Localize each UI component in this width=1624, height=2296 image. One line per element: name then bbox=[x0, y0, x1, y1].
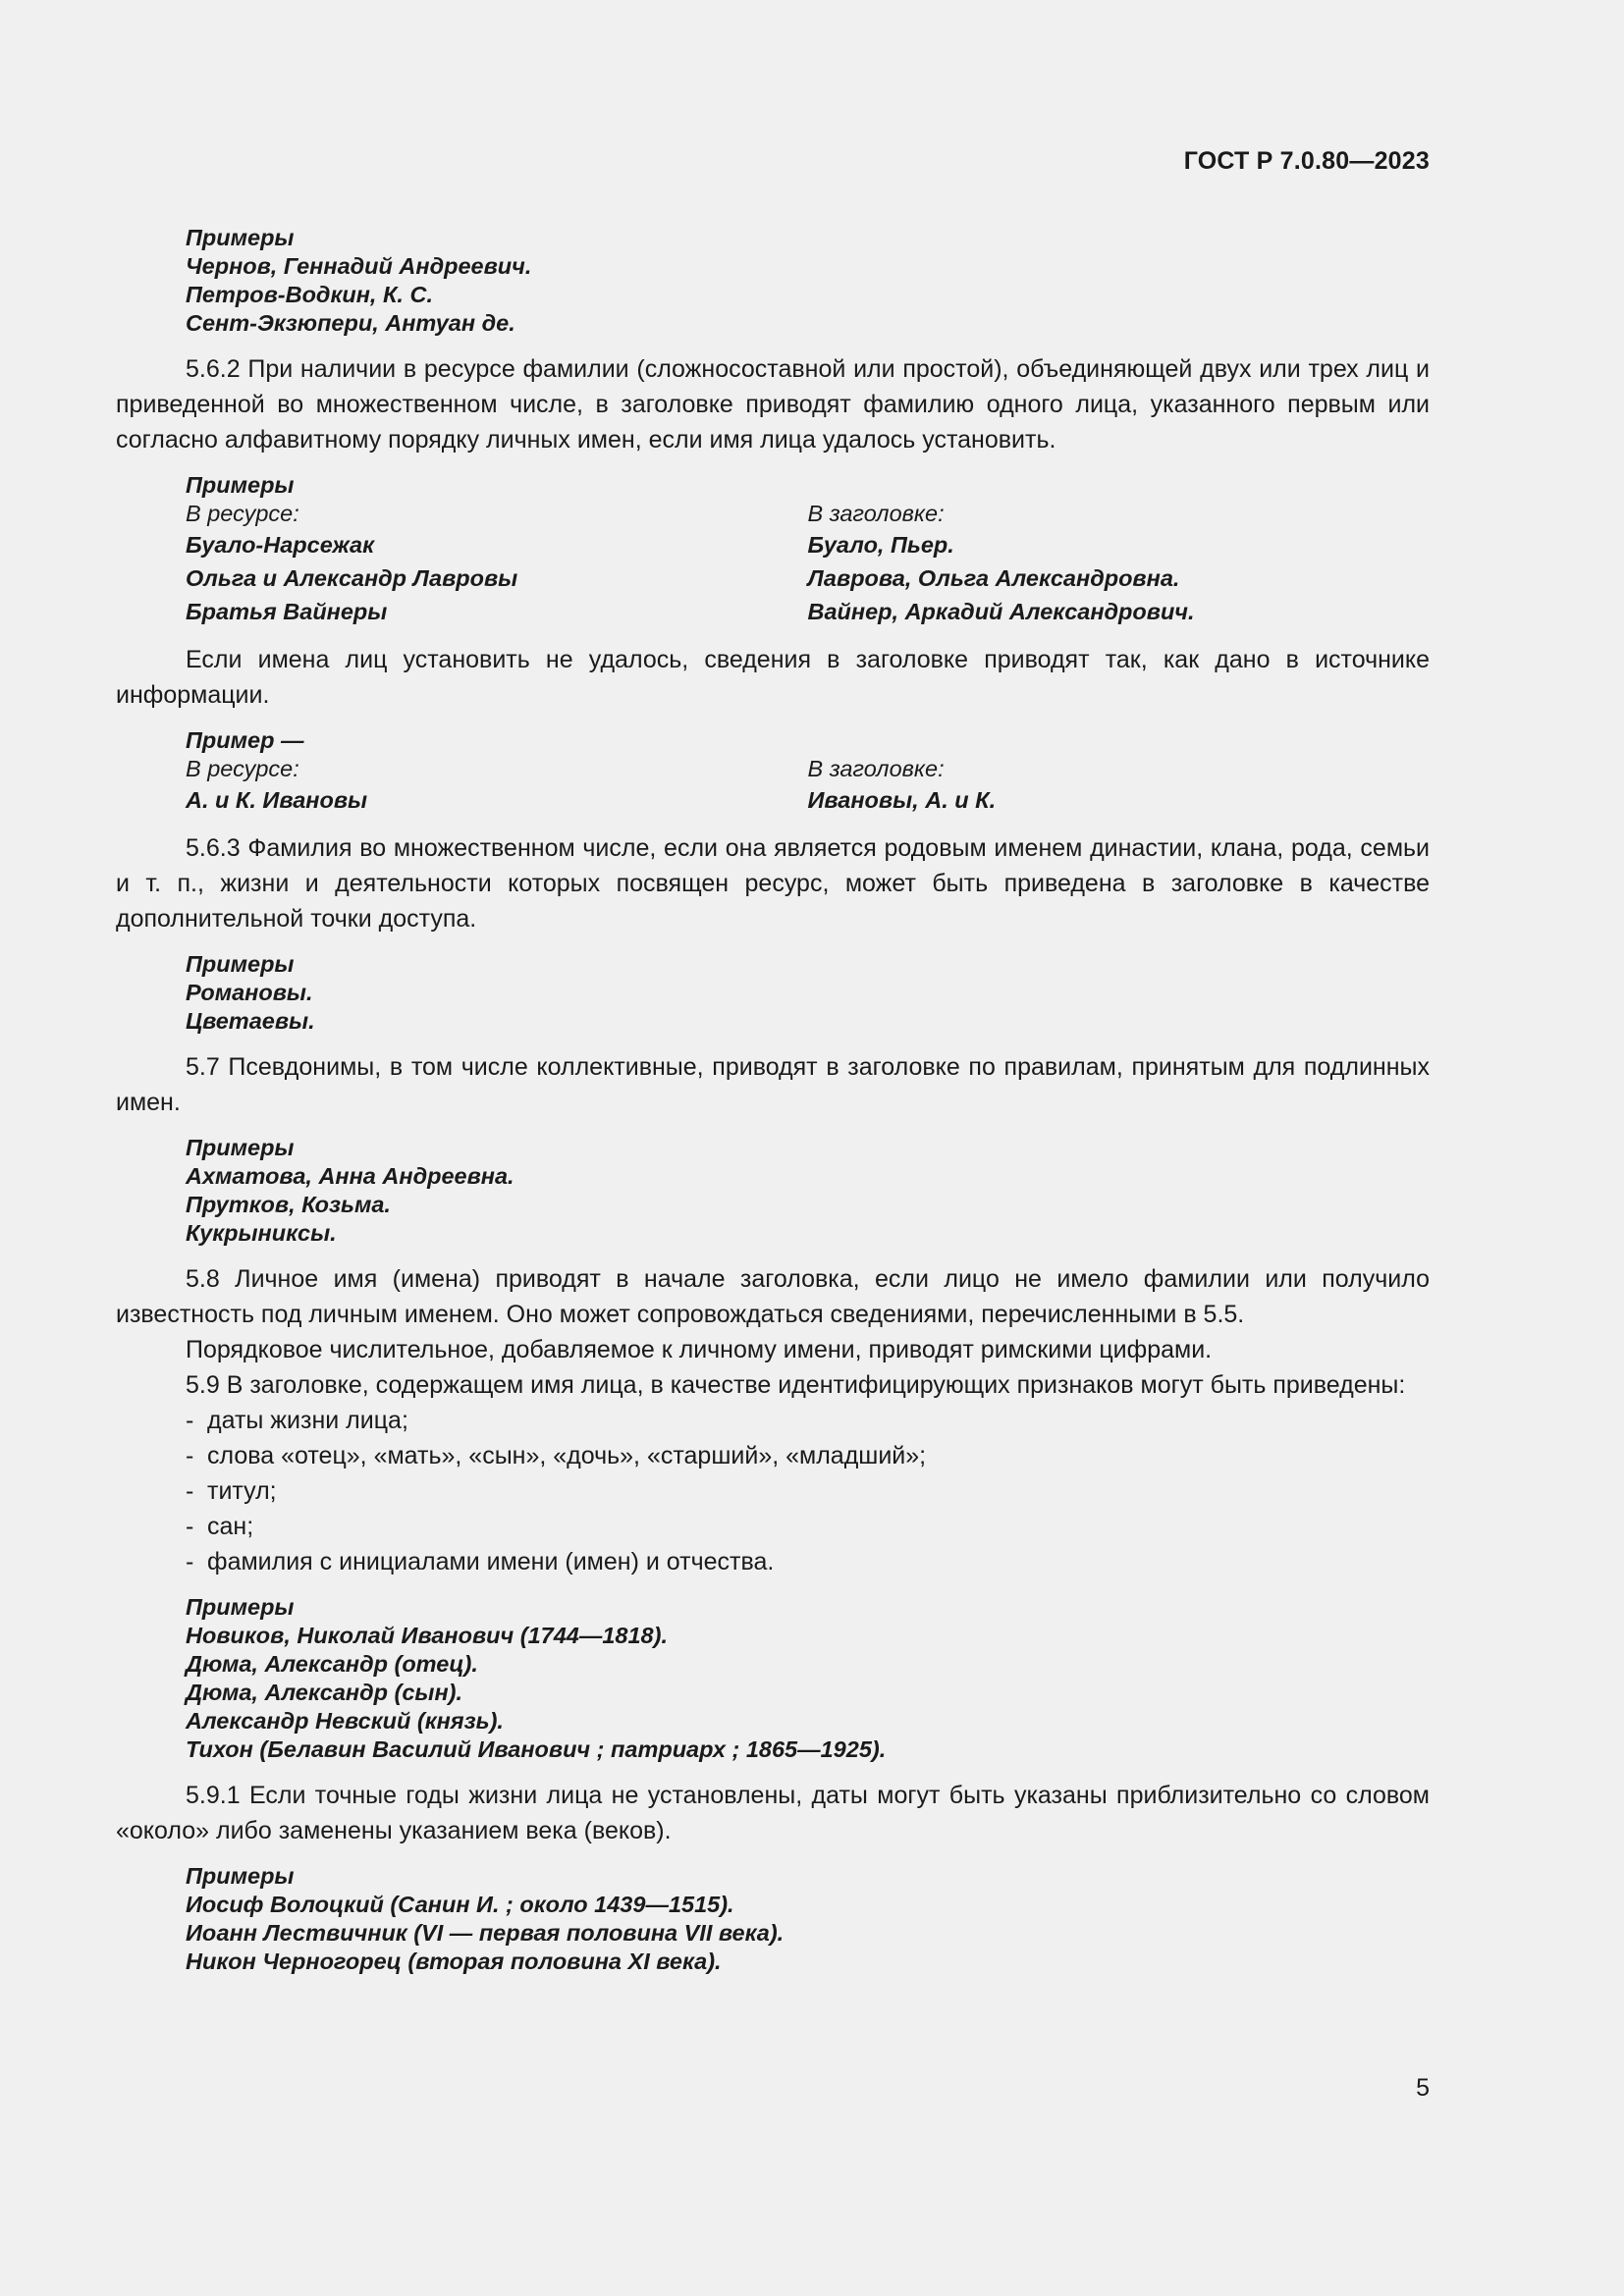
paragraph-5-6-3: 5.6.3 Фамилия во множественном числе, если она является родовым именем династии, клана, рода, семьи и т. п., жизни и деятельности которых посвящен ресурс, может быть приведена в заголовке в качестве дополнительной точки доступа. bbox=[116, 834, 1430, 933]
examples-title: Примеры bbox=[186, 951, 295, 977]
column-heading bbox=[808, 500, 1431, 628]
example-line: Никон Черногорец (вторая половина XI века). bbox=[186, 1949, 722, 1974]
example-line: Александр Невский (князь). bbox=[186, 1708, 504, 1734]
example-line: Ивановы, А. и К. bbox=[807, 787, 997, 813]
example-line: Кукрыниксы. bbox=[186, 1220, 337, 1246]
paragraph-5-9: 5.9 В заголовке, содержащем имя лица, в качестве идентифицирующих признаков могут быть приведены: bbox=[186, 1371, 1406, 1399]
example-line: Сент-Экзюпери, Антуан де. bbox=[186, 310, 515, 336]
examples-columns bbox=[186, 755, 1430, 817]
examples-block bbox=[116, 224, 1430, 338]
examples-block bbox=[116, 471, 1430, 628]
example-line: Буало-Нарсежак bbox=[186, 532, 375, 558]
example-line: А. и К. Ивановы bbox=[186, 787, 368, 813]
example-line: Прутков, Козьма. bbox=[186, 1192, 391, 1217]
example-line: Ахматова, Анна Андреевна. bbox=[186, 1163, 514, 1189]
example-line: Буало, Пьер. bbox=[807, 532, 954, 558]
list-item: - фамилия с инициалами имени (имен) и отчества. bbox=[186, 1544, 1430, 1579]
example-line: Лаврова, Ольга Александровна. bbox=[807, 565, 1180, 591]
examples-columns bbox=[186, 500, 1430, 628]
document-header: ГОСТ Р 7.0.80—2023 bbox=[1183, 147, 1430, 175]
list-item: - сан; bbox=[186, 1509, 1430, 1544]
examples-title: Примеры bbox=[186, 1135, 295, 1160]
column-heading bbox=[808, 755, 1431, 817]
example-line: Ольга и Александр Лавровы bbox=[186, 565, 518, 591]
examples-title: Пример — bbox=[186, 727, 304, 753]
paragraph-5-9-1: 5.9.1 Если точные годы жизни лица не установлены, даты могут быть указаны приблизительно со словом «около» либо заменены указанием века (веков). bbox=[116, 1782, 1430, 1844]
example-line: Иоанн Лествичник (VI — первая половина VII века). bbox=[186, 1920, 785, 1946]
paragraph-5-8: 5.8 Личное имя (имена) приводят в начале заголовка, если лицо не имело фамилии или получило известность под личным именем. Оно может сопровождаться сведениями, перечисленными в 5.5. bbox=[116, 1265, 1430, 1328]
paragraph-5-6-2: 5.6.2 При наличии в ресурсе фамилии (сложносоставной или простой), объединяющей двух или трех лиц и приведенной во множественном числе, в заголовке приводят фамилию одного лица, указанного первым или согласно алфавитному порядку личных имен, если имя лица удалось установить. bbox=[116, 355, 1430, 454]
paragraph-5-7: 5.7 Псевдонимы, в том числе коллективные, приводят в заголовке по правилам, принятым для подлинных имен. bbox=[116, 1053, 1430, 1116]
examples-block bbox=[116, 950, 1430, 1036]
examples-title: Примеры bbox=[186, 1863, 295, 1889]
page-content bbox=[116, 224, 1430, 1990]
examples-block bbox=[116, 1862, 1430, 1976]
examples-block bbox=[116, 1593, 1430, 1764]
example-line: Романовы. bbox=[186, 980, 313, 1005]
paragraph-names-unknown: Если имена лиц установить не удалось, сведения в заголовке приводят так, как дано в источнике информации. bbox=[116, 646, 1430, 709]
page-number: 5 bbox=[1416, 2074, 1430, 2102]
example-line: Петров-Водкин, К. С. bbox=[186, 282, 433, 307]
example-line: Вайнер, Аркадий Александрович. bbox=[807, 599, 1195, 624]
paragraph-ordinal: Порядковое числительное, добавляемое к личному имени, приводят римскими цифрами. bbox=[186, 1336, 1213, 1363]
column-caption: В заголовке: bbox=[807, 501, 945, 526]
column-resource bbox=[186, 755, 808, 817]
column-caption: В ресурсе: bbox=[186, 756, 299, 781]
identifying-features-list bbox=[116, 1403, 1430, 1579]
example-line: Чернов, Геннадий Андреевич. bbox=[186, 253, 532, 279]
example-line: Новиков, Николай Иванович (1744—1818). bbox=[186, 1623, 668, 1648]
list-item: - слова «отец», «мать», «сын», «дочь», «старший», «младший»; bbox=[186, 1438, 1430, 1473]
examples-title: Примеры bbox=[186, 472, 295, 498]
example-line: Братья Вайнеры bbox=[186, 599, 388, 624]
examples-block bbox=[116, 1134, 1430, 1248]
column-resource bbox=[186, 500, 808, 628]
examples-title: Примеры bbox=[186, 1594, 295, 1620]
example-line: Цветаевы. bbox=[186, 1008, 315, 1034]
example-line: Иосиф Волоцкий (Санин И. ; около 1439—1515). bbox=[186, 1892, 734, 1917]
list-item: - даты жизни лица; bbox=[186, 1403, 1430, 1438]
example-line: Тихон (Белавин Василий Иванович ; патриарх ; 1865—1925). bbox=[186, 1736, 887, 1762]
list-item: - титул; bbox=[186, 1473, 1430, 1509]
examples-block bbox=[116, 726, 1430, 817]
example-line: Дюма, Александр (отец). bbox=[186, 1651, 478, 1677]
column-caption: В ресурсе: bbox=[186, 501, 299, 526]
example-line: Дюма, Александр (сын). bbox=[186, 1680, 463, 1705]
examples-title: Примеры bbox=[186, 225, 295, 250]
column-caption: В заголовке: bbox=[807, 756, 945, 781]
